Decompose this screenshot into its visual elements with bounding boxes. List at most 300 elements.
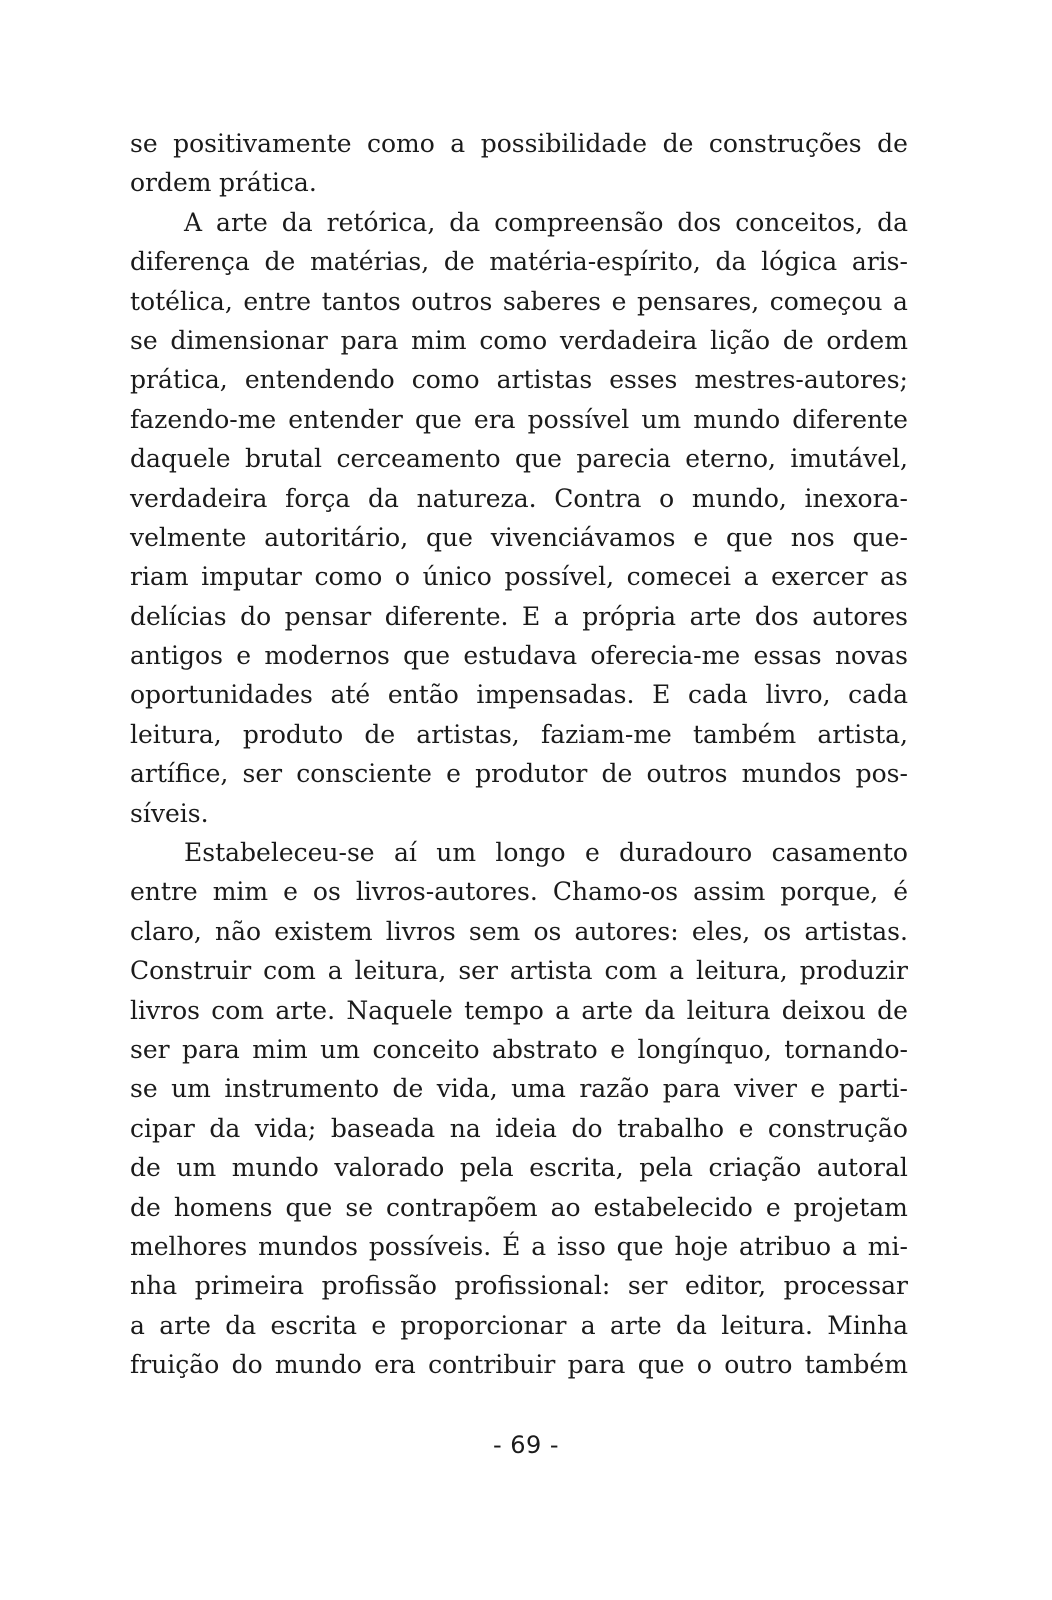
word: outros xyxy=(411,286,493,316)
word: abstrato xyxy=(491,1034,598,1064)
word: da xyxy=(877,207,908,237)
word: livros xyxy=(130,995,200,1025)
body-text xyxy=(130,124,908,1385)
text-line xyxy=(130,1069,908,1108)
word: o xyxy=(394,562,410,592)
word: Naquele xyxy=(346,995,453,1025)
word: criação xyxy=(708,1153,802,1183)
word: longínquo, xyxy=(637,1034,772,1064)
word: o xyxy=(659,483,675,513)
word: a xyxy=(450,129,466,158)
text-line xyxy=(130,518,908,557)
word: uma xyxy=(511,1074,566,1104)
text-line xyxy=(130,1345,908,1384)
word: possíveis. xyxy=(368,1231,492,1261)
word: mi- xyxy=(867,1231,908,1261)
word: lição xyxy=(710,325,771,355)
word: matéria-espírito, xyxy=(489,247,701,277)
word: tantos xyxy=(321,286,401,316)
word: nos xyxy=(790,522,835,552)
word: exercer xyxy=(771,562,868,592)
word: atribuo xyxy=(739,1231,832,1261)
word: delícias xyxy=(130,601,227,631)
word: leitura. xyxy=(721,1310,813,1340)
word: Chamo-os xyxy=(552,877,679,907)
word: daquele xyxy=(130,444,231,474)
word: a xyxy=(893,286,908,316)
word: É xyxy=(502,1231,521,1261)
word: e xyxy=(611,286,627,316)
word: isso xyxy=(557,1231,606,1261)
word: natureza. xyxy=(416,483,537,513)
word: da xyxy=(209,1113,241,1143)
word: existem xyxy=(274,916,373,946)
word: se xyxy=(130,325,158,355)
word: de xyxy=(392,1074,424,1104)
word: casamento xyxy=(771,838,908,868)
word: inexora- xyxy=(804,483,908,513)
word: fruição xyxy=(130,1350,220,1380)
word: de xyxy=(130,1153,161,1183)
word: contribuir xyxy=(428,1350,556,1380)
word: arte. xyxy=(275,995,336,1025)
word: um xyxy=(176,1153,217,1183)
word: matérias, xyxy=(310,247,430,277)
text-line xyxy=(130,557,908,596)
word: aris- xyxy=(851,247,908,277)
word: arte xyxy=(216,207,268,237)
word: homens xyxy=(173,1192,273,1222)
word: era xyxy=(473,404,516,434)
word: novas xyxy=(834,641,908,671)
text-line xyxy=(130,360,908,399)
word: artista xyxy=(509,956,593,986)
word: e xyxy=(738,1113,754,1143)
text-line xyxy=(130,1306,908,1345)
word: escrita, xyxy=(529,1153,624,1183)
word: projetam xyxy=(793,1192,908,1222)
word: a xyxy=(531,1231,547,1261)
word: prática. xyxy=(219,168,317,198)
word: que xyxy=(637,1350,685,1380)
word: longo xyxy=(495,838,566,868)
word: verdadeira xyxy=(559,325,698,355)
word: arte xyxy=(159,1310,211,1340)
page-number: - 69 - xyxy=(492,1431,560,1459)
word: cada xyxy=(687,680,748,710)
text-line xyxy=(130,1227,908,1266)
word: eles, xyxy=(691,916,751,946)
word: autoral xyxy=(816,1153,908,1183)
word: artista, xyxy=(817,719,908,749)
word: cerceamento xyxy=(336,444,501,474)
word: tornando- xyxy=(784,1034,908,1064)
word: dimensionar xyxy=(170,325,328,355)
text-line xyxy=(130,872,908,911)
word: imutável, xyxy=(790,444,908,474)
text-line xyxy=(130,636,908,675)
word: os xyxy=(763,916,792,946)
word: ordem xyxy=(130,168,212,198)
word: porque, xyxy=(780,877,879,907)
word: artífice, xyxy=(130,759,229,789)
word: vida, xyxy=(436,1074,498,1104)
word: dos xyxy=(677,207,722,237)
text-line xyxy=(130,1148,908,1187)
text-line xyxy=(130,282,908,321)
word: da xyxy=(449,207,481,237)
word: único xyxy=(422,562,492,592)
word: comecei xyxy=(626,562,732,592)
word: editor, xyxy=(685,1271,767,1301)
word: construção xyxy=(767,1113,908,1143)
word: escrita xyxy=(270,1310,357,1340)
word: mim xyxy=(252,1034,308,1064)
text-line xyxy=(130,1030,908,1069)
word: mundo xyxy=(231,1153,319,1183)
word: a xyxy=(130,1310,145,1340)
word: esses xyxy=(609,365,678,395)
word: e xyxy=(610,1034,625,1064)
word: antigos xyxy=(130,641,223,671)
word: entendendo xyxy=(244,365,395,395)
word: do xyxy=(231,1350,263,1380)
word: entender xyxy=(288,404,403,434)
text-line xyxy=(130,321,908,360)
word: instrumento xyxy=(224,1074,380,1104)
word: a xyxy=(555,995,571,1025)
word: como xyxy=(367,129,435,158)
word: mim xyxy=(411,325,467,355)
word: de xyxy=(130,1192,161,1222)
word: que- xyxy=(852,522,908,552)
text-line xyxy=(130,400,908,439)
word: diferente xyxy=(792,404,908,434)
word: se xyxy=(130,1074,158,1104)
word: oportunidades xyxy=(130,680,313,710)
word: e xyxy=(765,1192,781,1222)
text-line xyxy=(130,1109,908,1148)
word: leitura, xyxy=(354,956,447,986)
word: que xyxy=(515,444,562,474)
word: conceito xyxy=(372,1034,480,1064)
word: autores xyxy=(812,601,908,631)
word: oferecia-me xyxy=(590,641,741,671)
word: então xyxy=(387,680,459,710)
word: lógica xyxy=(761,247,838,277)
word: contrapõem xyxy=(386,1192,538,1222)
word: se xyxy=(130,129,158,158)
word: mundo xyxy=(693,404,781,434)
word: possibilidade xyxy=(480,129,648,158)
word: profissão xyxy=(321,1271,437,1301)
word: a xyxy=(669,956,685,986)
word: com xyxy=(263,956,316,986)
word: também xyxy=(804,1350,908,1380)
text-line xyxy=(130,124,908,163)
word: própria xyxy=(582,601,677,631)
word: e xyxy=(810,1074,826,1104)
word: processar xyxy=(783,1271,908,1301)
word: mundo xyxy=(274,1350,362,1380)
word: era xyxy=(374,1350,416,1380)
word: artistas. xyxy=(804,916,908,946)
word: artistas xyxy=(496,365,593,395)
word: riam xyxy=(130,562,189,592)
word: que xyxy=(725,522,773,552)
word: verdadeira xyxy=(130,483,268,513)
word: modernos xyxy=(264,641,390,671)
word: força xyxy=(285,483,351,513)
word: primeira xyxy=(194,1271,304,1301)
word: para xyxy=(567,1350,626,1380)
word: profissional: xyxy=(454,1271,611,1301)
word: saberes xyxy=(502,286,601,316)
word: da xyxy=(225,1310,257,1340)
word: as xyxy=(880,562,908,592)
word: conceitos, xyxy=(735,207,864,237)
word: leitura xyxy=(686,995,771,1025)
word: a xyxy=(842,1231,857,1261)
word: pela xyxy=(639,1153,693,1183)
word: leitura, xyxy=(130,719,222,749)
word: de xyxy=(662,129,694,158)
word: livros-autores. xyxy=(355,877,538,907)
word: pensares, xyxy=(636,286,760,316)
word: brutal xyxy=(245,444,323,474)
word: ao xyxy=(550,1192,581,1222)
word: mim xyxy=(212,877,269,907)
word: como xyxy=(314,562,383,592)
word: pos- xyxy=(855,759,908,789)
word: se xyxy=(345,1192,373,1222)
word: faziam-me xyxy=(540,719,672,749)
word: outros xyxy=(646,759,728,789)
word: leitura, xyxy=(696,956,788,986)
word: pensar xyxy=(284,601,372,631)
word: de xyxy=(877,995,908,1025)
word: cipar xyxy=(130,1113,195,1143)
word: livro, xyxy=(765,680,831,710)
text-line xyxy=(130,754,908,793)
text-line xyxy=(130,794,908,833)
word: artistas, xyxy=(416,719,520,749)
word: entre xyxy=(130,877,198,907)
word: parti- xyxy=(838,1074,908,1104)
word: arte xyxy=(689,601,742,631)
word: a xyxy=(553,601,569,631)
word: aí xyxy=(393,838,417,868)
word: pela xyxy=(459,1153,514,1183)
word: produto xyxy=(242,719,344,749)
word: eterno, xyxy=(685,444,776,474)
word: fazendo-me xyxy=(130,404,277,434)
word: produtor xyxy=(475,759,588,789)
text-line xyxy=(130,675,908,714)
word: nha xyxy=(130,1271,178,1301)
word: mundos xyxy=(741,759,842,789)
word: do xyxy=(240,601,272,631)
word: entre xyxy=(243,286,312,316)
word: e xyxy=(283,877,298,907)
word: velmente xyxy=(130,522,247,552)
word: mestres-autores; xyxy=(694,365,908,395)
word: parecia xyxy=(576,444,671,474)
word: não xyxy=(215,916,262,946)
word: compreensão xyxy=(494,207,664,237)
word: e xyxy=(584,838,600,868)
word: os xyxy=(533,916,562,946)
word: consciente xyxy=(296,759,432,789)
word: E xyxy=(652,680,671,710)
word: com xyxy=(211,995,265,1025)
word: síveis. xyxy=(130,798,209,828)
word: que xyxy=(426,522,473,552)
word: construções xyxy=(708,129,862,158)
word: melhores xyxy=(130,1231,248,1261)
text-line xyxy=(130,242,908,281)
text-line xyxy=(130,597,908,636)
word: ser xyxy=(130,1034,170,1064)
word: estabelecido xyxy=(593,1192,753,1222)
word: que xyxy=(403,641,451,671)
word: a xyxy=(327,956,343,986)
word: dos xyxy=(754,601,799,631)
word: viver xyxy=(733,1074,797,1104)
word: baseada xyxy=(330,1113,436,1143)
word: duradouro xyxy=(619,838,753,868)
text-line xyxy=(130,912,908,951)
word: da xyxy=(644,995,676,1025)
word: de xyxy=(264,247,296,277)
word: e xyxy=(236,641,252,671)
word: claro, xyxy=(130,916,202,946)
text-line xyxy=(130,479,908,518)
text-line xyxy=(130,833,908,872)
word: Contra xyxy=(554,483,642,513)
word: e xyxy=(371,1310,387,1340)
word: livros xyxy=(385,916,456,946)
word: para xyxy=(340,325,399,355)
word: até xyxy=(330,680,371,710)
word: um xyxy=(641,404,682,434)
word: de xyxy=(782,325,814,355)
word: um xyxy=(171,1074,211,1104)
word: um xyxy=(320,1034,360,1064)
text-line xyxy=(130,991,908,1030)
word: valorado xyxy=(334,1153,445,1183)
word: hoje xyxy=(674,1231,729,1261)
word: retórica, xyxy=(326,207,436,237)
word: a xyxy=(580,1310,596,1340)
text-line xyxy=(130,1188,908,1227)
word: autores: xyxy=(574,916,679,946)
word: a xyxy=(743,562,759,592)
word: com xyxy=(604,956,658,986)
text-line xyxy=(130,715,908,754)
word: do xyxy=(571,1113,603,1143)
word: é xyxy=(893,877,908,907)
word: da xyxy=(715,247,747,277)
word: começou xyxy=(769,286,883,316)
word: possível xyxy=(527,404,630,434)
word: arte xyxy=(609,1310,662,1340)
text-line xyxy=(130,951,908,990)
word: diferente. xyxy=(384,601,509,631)
word: impensadas. xyxy=(476,680,635,710)
word: deixou xyxy=(781,995,866,1025)
word: os xyxy=(312,877,341,907)
word: para xyxy=(182,1034,240,1064)
word: de xyxy=(443,247,475,277)
word: estudava xyxy=(463,641,578,671)
word: e xyxy=(446,759,461,789)
word: vivenciávamos xyxy=(490,522,676,552)
word: A xyxy=(184,207,203,237)
word: sem xyxy=(468,916,521,946)
word: E xyxy=(522,601,541,631)
word: ordem xyxy=(826,325,908,355)
word: de xyxy=(601,759,633,789)
word: ideia xyxy=(495,1113,557,1143)
word: prática, xyxy=(130,365,228,395)
word: de xyxy=(877,129,908,158)
word: como xyxy=(479,325,548,355)
word: totélica, xyxy=(130,286,233,316)
word: imputar xyxy=(201,562,302,592)
word: Construir xyxy=(130,956,252,986)
word: da xyxy=(368,483,399,513)
word: positivamente xyxy=(173,129,352,158)
word: ser xyxy=(242,759,283,789)
word: da xyxy=(281,207,313,237)
word: que xyxy=(616,1231,664,1261)
word: mundo, xyxy=(691,483,787,513)
word: essas xyxy=(753,641,822,671)
word: Minha xyxy=(827,1310,908,1340)
word: que xyxy=(414,404,462,434)
word: da xyxy=(675,1310,707,1340)
word: arte xyxy=(581,995,634,1025)
word: mundos xyxy=(258,1231,358,1261)
word: que xyxy=(285,1192,333,1222)
word: tempo xyxy=(464,995,544,1025)
word: Estabeleceu-se xyxy=(184,838,375,868)
word: de xyxy=(364,719,396,749)
word: ser xyxy=(458,956,498,986)
text-line xyxy=(130,203,908,242)
word: e xyxy=(693,522,709,552)
word: razão xyxy=(579,1074,650,1104)
word: outro xyxy=(724,1350,793,1380)
word: proporcionar xyxy=(400,1310,567,1340)
word: também xyxy=(693,719,797,749)
word: um xyxy=(436,838,477,868)
word: o xyxy=(696,1350,712,1380)
text-line xyxy=(130,163,908,202)
word: trabalho xyxy=(617,1113,725,1143)
word: na xyxy=(449,1113,481,1143)
word: cada xyxy=(848,680,908,710)
word: diferença xyxy=(130,247,250,277)
text-line xyxy=(130,1266,908,1305)
word: possível, xyxy=(504,562,615,592)
text-line xyxy=(130,439,908,478)
word: vida; xyxy=(254,1113,317,1143)
word: assim xyxy=(693,877,766,907)
word: autoritário, xyxy=(264,522,409,552)
word: produzir xyxy=(799,956,908,986)
